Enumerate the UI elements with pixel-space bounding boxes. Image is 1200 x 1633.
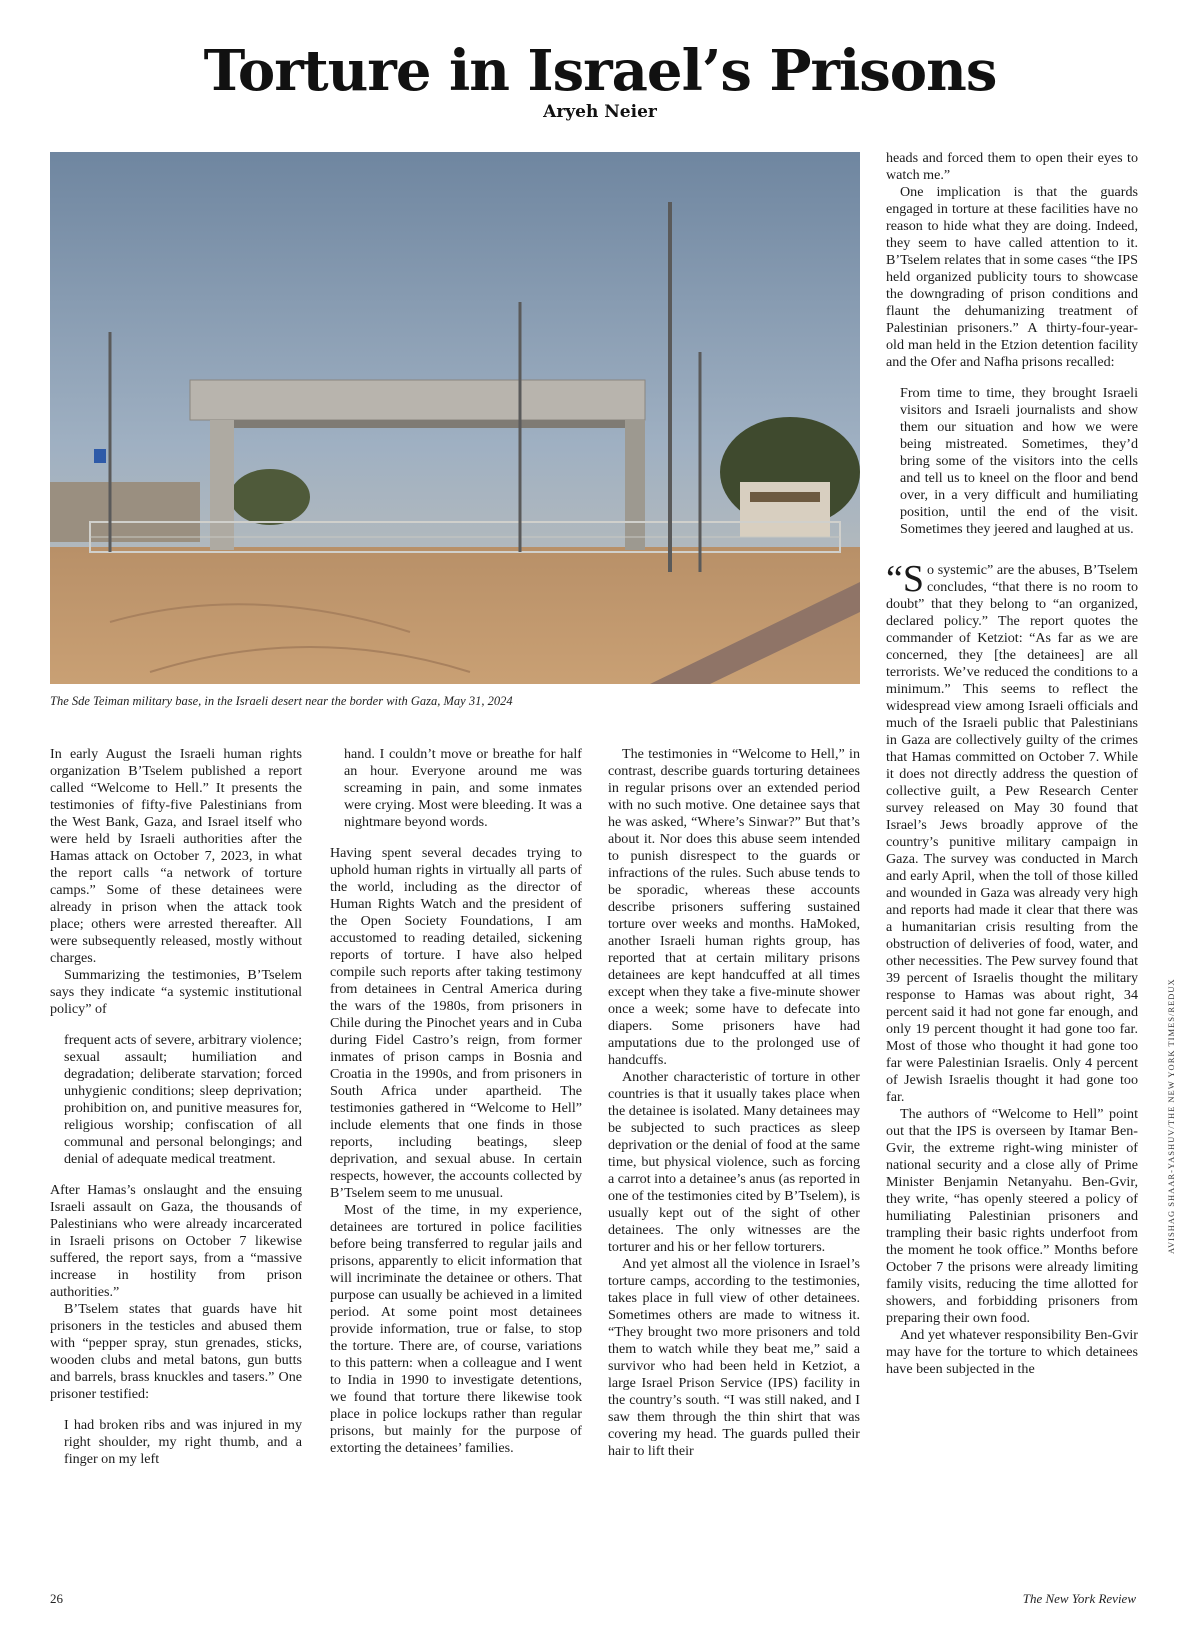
article-photo: [50, 152, 860, 684]
drop-cap: “S: [886, 558, 924, 600]
article-column-2: [330, 746, 582, 1457]
block-quote: hand. I couldn’t move or breathe for half an hour. Everyone around me was screaming in pain, and some inmates were crying. Most were bleeding. It was a nightmare beyond words.: [344, 746, 582, 830]
paragraph: Another characteristic of torture in other countries is that it usually takes place when the detainee is isolated. Many detainees may be subjected to such practices as sleep deprivation or the denial of food at the same time, but physical violence, such as forcing a carrot into a detainee’s anus (as reported in one of the testimonies cited by B’Tselem), is usually kept out of the sight of other detainees. The only witnesses are the torturer and his or her fellow torturers.: [608, 1069, 861, 1255]
block-quote: I had broken ribs and was injured in my right shoulder, my right thumb, and a finger on my left: [64, 1417, 302, 1467]
article-column-4: [886, 150, 1138, 1378]
author-byline: Aryeh Neier: [543, 102, 657, 122]
paragraph: In early August the Israeli human rights organization B’Tselem published a report called “Welcome to Hell.” It presents the testimonies of fifty-five Palestinians from the West Bank, Gaza, and Israel itself who were held by Israeli authorities after the Hamas attack on October 7, 2023, in what the report calls “a network of torture camps.” Some of these detainees were already in prison when the attack took place; others were arrested thereafter. All were subsequently released, mostly without charges.: [50, 746, 302, 966]
paragraph: heads and forced them to open their eyes to watch me.”: [886, 150, 1138, 183]
paragraph: Most of the time, in my experience, detainees are tortured in police facilities before being transferred to regular jails and prisons, apparently to elicit information that will incriminate the detainee or others. That purpose can usually be achieved in a limited period. At some point most detainees provide information, true or false, to stop the torture. There are, of course, variations to this pattern: when a colleague and I went to India in 1990 to investigate detentions, we found that torture there likewise took place in police lockups rather than regular prisons, but mainly for the purpose of extorting the detainees’ families.: [330, 1202, 582, 1456]
paragraph: And yet almost all the violence in Israel’s torture camps, according to the testimonies, takes place in full view of other detainees. Sometimes others are made to witness it. “They brought two more prisoners and told them to watch while they beat me,” said a survivor who had been held in Ketziot, a large Israel Prison Service (IPS) facility in the country’s south. “I was still naked, and I saw them through the thin shirt that was covering my head. The guards pulled their hair to lift their: [608, 1256, 860, 1459]
section-opening-paragraph: [886, 558, 1138, 1106]
page-number: 26: [50, 1591, 63, 1606]
paragraph: Summarizing the testimonies, B’Tselem says they indicate “a systemic institutional policy” of: [50, 967, 302, 1017]
paragraph: And yet whatever responsibility Ben-Gvir may have for the torture to which detainees have been subjected in the: [886, 1327, 1138, 1377]
paragraph: B’Tselem states that guards have hit prisoners in the testicles and abused them with “pepper spray, stun grenades, sticks, wooden clubs and metal batons, gun butts and barrels, brass knuckles and tasers.” One prisoner testified:: [50, 1301, 302, 1402]
article-column-1: [50, 746, 302, 1482]
paragraph: The testimonies in “Welcome to Hell,” in contrast, describe guards torturing detainees in regular prisons over an extended period with no such motive. One detainee says that he was asked, “Where’s Sinwar?” But that’s about it. Nor does this abuse seem intended to punish disrespect to the guards or infractions of the rules. Such abuse tends to be sporadic, whereas these accounts describe prisoners suffering sustained torture over weeks and months. HaMoked, another Israeli human rights group, has reported that at certain military prisons detainees are kept handcuffed at all times except when they take a five-minute shower once a week; some have to defecate into diapers. Some prisoners have had amputations due to the prolonged use of handcuffs.: [608, 746, 860, 1068]
paragraph: After Hamas’s onslaught and the ensuing Israeli assault on Gaza, the thousands of Palestinians who were already incarcerated in Israeli prisons on October 7 likewise suffered, the report says, from a “massive increase in hostility from prison authorities.”: [50, 1182, 302, 1300]
article-column-3: [608, 746, 860, 1460]
publication-name: The New York Review: [1022, 1591, 1136, 1606]
photo-credit: AVISHAG SHAAR-YASHUV/THE NEW YORK TIMES/REDUX: [1166, 978, 1176, 1254]
paragraph: One implication is that the guards engaged in torture at these facilities have no reason to hide what they are doing. Indeed, they seem to have called attention to it. B’Tselem relates that in some cases “the IPS held organized publicity tours to showcase the downgrading of prison conditions and flaunt the dehumanizing treatment of Palestinian prisoners.” A thirty-four-year-old man held in the Etzion detention facility and the Ofer and Nafha prisons recalled:: [886, 184, 1138, 370]
paragraph: The authors of “Welcome to Hell” point out that the IPS is overseen by Itamar Ben-Gvir, the extreme right-wing minister of national security and a close ally of Prime Minister Benjamin Netanyahu. Ben-Gvir, they write, “has openly steered a policy of humiliating Palestinian prisoners and trampling their basic rights underfoot from the moment he took office.” Months before October 7 the prisons were already limiting family visits, reducing the time allotted for showers, and forbidding prisoners from preparing their own food.: [886, 1106, 1138, 1326]
photo-caption: The Sde Teiman military base, in the Israeli desert near the border with Gaza, May 31, 2024: [50, 694, 513, 708]
paragraph: Having spent several decades trying to uphold human rights in virtually all parts of the world, including as the director of Human Rights Watch and the president of the Open Society Foundations, I am accustomed to reading detailed, sickening reports of torture. I have also helped compile such reports after taking testimony from detainees in Central America during the wars of the 1980s, from prisoners in Chile during the Pinochet years and in Cuba during Fidel Castro’s reign, from former inmates of prison camps in Bosnia and Croatia in the 1990s, and from prisoners in South Africa under apartheid. The testimonies gathered in “Welcome to Hell” include elements that one finds in those reports, including beatings, sleep deprivation, and sexual abuse. In certain respects, however, the accounts collected by B’Tselem seem to me unusual.: [330, 845, 582, 1201]
article-title: Torture in Israel’s Prisons: [203, 38, 997, 104]
block-quote: frequent acts of severe, arbitrary violence; sexual assault; humiliation and degradation; deliberate starvation; forced unhygienic conditions; sleep deprivation; prohibition on, and punitive measures for, religious worship; confiscation of all communal and personal belongings; and denial of adequate medical treatment.: [64, 1032, 302, 1167]
block-quote: From time to time, they brought Israeli visitors and Israeli journalists and show them our situation and how we were being mistreated. Sometimes, they’d bring some of the visitors into the cells and tell us to kneel on the floor and bend over, in a very difficult and humiliating position, until the end of the visit. Sometimes they jeered and laughed at us.: [900, 385, 1138, 537]
paragraph-text: o systemic” are the abuses, B’Tselem concludes, “that there is no room to doubt” that they belong to “an organized, declared policy.” The report quotes the commander of Ketziot: “As far as we are concerned, they [the detainees] are all terrorists. We’ve reduced the conditions to a minimum.” This seems to reflect the widespread view among Israeli officials and much of the Israeli public that Palestinians in Gaza are collectively guilty of the crimes that Hamas committed on October 7. While it does not directly address the question of collective guilt, a Pew Research Center survey released on May 30 found that Israel’s Jews broadly approve of the country’s punitive military campaign in Gaza. The survey was conducted in March and early April, when the toll of those killed and wounded in Gaza was already very high and reports had made it clear that there was a humanitarian crisis resulting from the obstruction of deliveries of food, water, and other necessities. The Pew survey found that 39 percent of Israelis thought the military response to Hamas was about right, 34 percent said it had not gone far enough, and only 19 percent thought it had gone too far. Most of those who thought it had gone too far were Palestinian Israelis. Only 4 percent of Jewish Israelis thought it had gone too far.: [886, 562, 1138, 1105]
